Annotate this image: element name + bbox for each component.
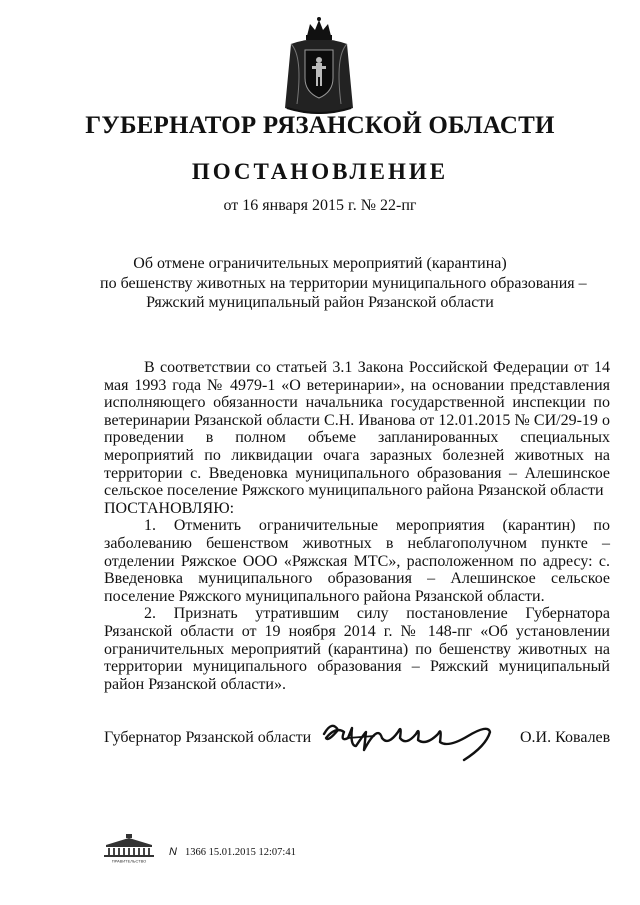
item-1-paragraph: 1. Отменить ограничительные мероприятия (карантин) по заболеванию бешенством животных в неблагополучном пункте – отделении Ряжское ООО «Ряжская МТС», расположенном по адресу: с. Введеновка муниципального образования – Алешинское сельское поселение Ряжского муниципального района Рязанской области.	[104, 517, 610, 605]
coat-of-arms-emblem	[283, 16, 355, 116]
subject-line: Об отмене ограничительных мероприятий (карантина)	[133, 255, 507, 272]
document-body	[104, 359, 610, 693]
document-type: ПОСТАНОВЛЕНИЕ	[191, 159, 449, 184]
government-building-icon	[102, 833, 156, 863]
document-date-number: от 16 января 2015 г. № 22-пг	[223, 197, 417, 214]
registration-number-timestamp: 1366 15.01.2015 12:07:41	[185, 847, 296, 858]
registration-mark: N	[169, 846, 177, 858]
subject-line: Ряжский муниципальный район Рязанской области	[146, 294, 494, 311]
subject-line: по бешенству животных на территории муниципального образования –	[100, 274, 587, 292]
signatory-name: О.И. Ковалев	[520, 729, 611, 746]
document-subject	[100, 254, 587, 313]
authority-title: ГУБЕРНАТОР РЯЗАНСКОЙ ОБЛАСТИ	[85, 112, 555, 139]
preamble-paragraph: В соответствии со статьей 3.1 Закона Российской Федерации от 14 мая 1993 года № 4979-1 «О ветеринарии», на основании представления исполняющего обязанности начальника государственной инспекции по ветеринарии Рязанской области С.Н. Иванова от 12.01.2015 № СИ/29-19 о проведении в полном объеме запланированных специальных мероприятий по ликвидации очага заразных болезней животных на территории с. Введеновка муниципального образования – Алешинское сельское поселение Ряжского муниципального района Рязанской области	[104, 359, 610, 500]
decree-word: ПОСТАНОВЛЯЮ:	[104, 499, 235, 517]
item-2-paragraph: 2. Признать утратившим силу постановление Губернатора Рязанской области от 19 ноября 2014 г. № 148-пг «Об установлении ограничительных мероприятий (карантина) по бешенству животных на территории муниципального образования – Ряжский муниципальный район Рязанской области».	[104, 605, 610, 693]
stamp-label: ПРАВИТЕЛЬСТВО	[111, 858, 147, 863]
handwritten-signature	[318, 712, 508, 767]
signatory-position: Губернатор Рязанской области	[104, 729, 312, 746]
